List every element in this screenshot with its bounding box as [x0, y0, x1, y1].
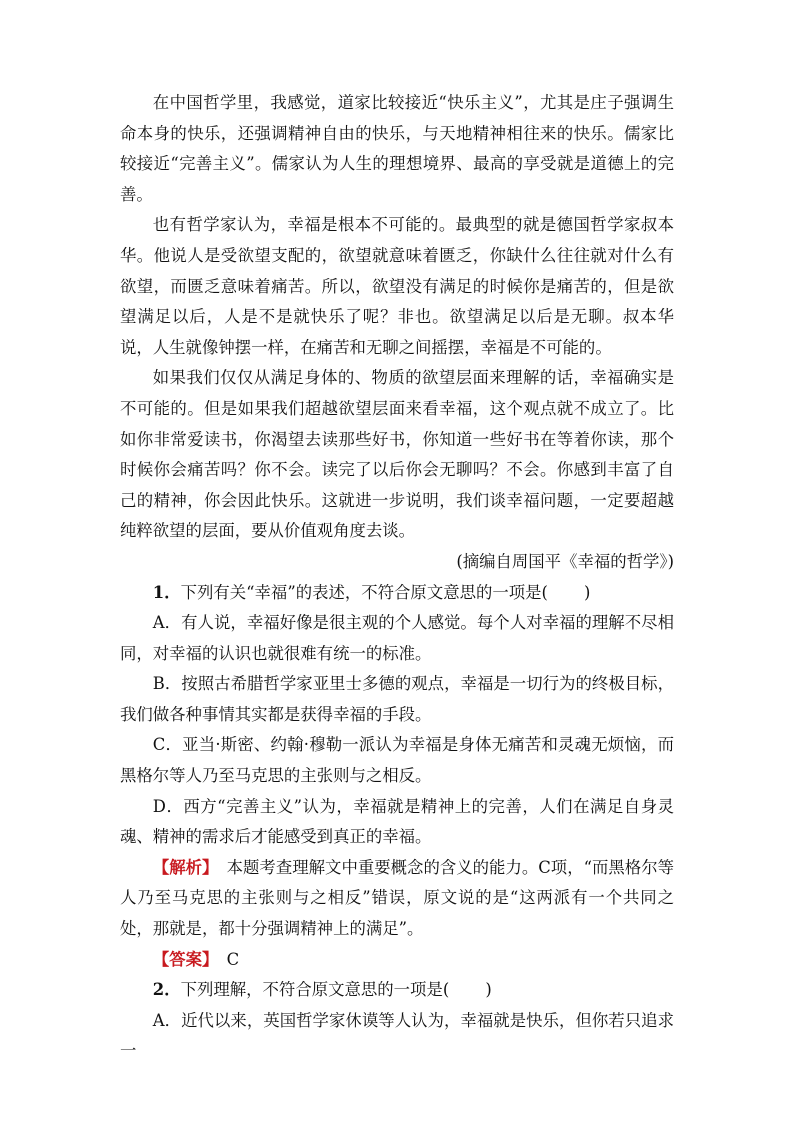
- question-1-analysis: [120, 853, 674, 945]
- question-1-option-b: B．按照古希腊哲学家亚里士多德的观点，幸福是一切行为的终极目标，我们做各种事情其实都是获得幸福的手段。: [120, 674, 674, 724]
- question-1-number: 1．: [152, 582, 181, 602]
- answer-tag: 【答案】: [152, 949, 211, 969]
- question-2-option-a: A．近代以来，英国哲学家休谟等人认为，幸福就是快乐，但你若只追求一: [120, 1010, 674, 1061]
- question-2-stem: [120, 975, 674, 1006]
- analysis-tag: 【解析】: [152, 857, 211, 877]
- passage-paragraph-2: 也有哲学家认为，幸福是根本不可能的。最典型的就是德国哲学家叔本华。他说人是受欲望支配的，欲望就意味着匮乏，你缺什么往往就对什么有欲望，而匮乏意味着痛苦。所以，欲望没有满足的时候你是痛苦的，但是欲望满足以后，人是不是就快乐了呢？非也。欲望满足以后是无聊。叔本华说，人生就像钟摆一样，在痛苦和无聊之间摇摆，幸福是不可能的。: [120, 215, 674, 357]
- question-2-paren-close: ): [485, 980, 492, 1000]
- source-citation: (摘编自周国平《幸福的哲学》): [456, 551, 674, 571]
- answer-text: C: [226, 949, 240, 969]
- question-1-option-d: D．西方“完善主义”认为，幸福就是精神上的完善，人们在满足自身灵魂、精神的需求后才能感受到真正的幸福。: [120, 796, 674, 847]
- question-2-text: 下列理解，不符合原文意思的一项是(: [180, 980, 450, 1000]
- question-1-option-c: C．亚当·斯密、约翰·穆勒一派认为幸福是身体无痛苦和灵魂无烦恼，而黑格尔等人乃至马克思的主张则与之相反。: [120, 735, 674, 786]
- document-page: [120, 88, 674, 1067]
- analysis-text: 本题考查理解文中重要概念的含义的能力。C项，“而黑格尔等人乃至马克思的主张则与之相反”错误，原文说的是“这两派有一个共同之处，那就是，都十分强调精神上的满足”。: [120, 857, 675, 939]
- question-1-answer: [120, 945, 674, 976]
- question-2-number: 2．: [152, 980, 181, 1000]
- question-1-text: 下列有关“幸福”的表述，不符合原文意思的一项是(: [180, 582, 548, 602]
- question-1-stem: [120, 578, 674, 609]
- passage-paragraph-1: 在中国哲学里，我感觉，道家比较接近“快乐主义”，尤其是庄子强调生命本身的快乐，还强调精神自由的快乐，与天地精神相往来的快乐。儒家比较接近“完善主义”。儒家认为人生的理想境界、最高的享受就是道德上的完善。: [120, 93, 674, 204]
- passage-paragraph-3: 如果我们仅仅从满足身体的、物质的欲望层面来理解的话，幸福确实是不可能的。但是如果我们超越欲望层面来看幸福，这个观点就不成立了。比如你非常爱读书，你渴望去读那些好书，你知道一些好书在等着你读，那个时候你会痛苦吗？你不会。读完了以后你会无聊吗？不会。你感到丰富了自己的精神，你会因此快乐。这就进一步说明，我们谈幸福问题，一定要超越纯粹欲望的层面，要从价值观角度去谈。: [120, 368, 674, 541]
- question-1-paren-close: ): [584, 582, 591, 602]
- question-1-option-a: A．有人说，幸福好像是很主观的个人感觉。每个人对幸福的理解不尽相同，对幸福的认识也就很难有统一的标准。: [120, 613, 674, 663]
